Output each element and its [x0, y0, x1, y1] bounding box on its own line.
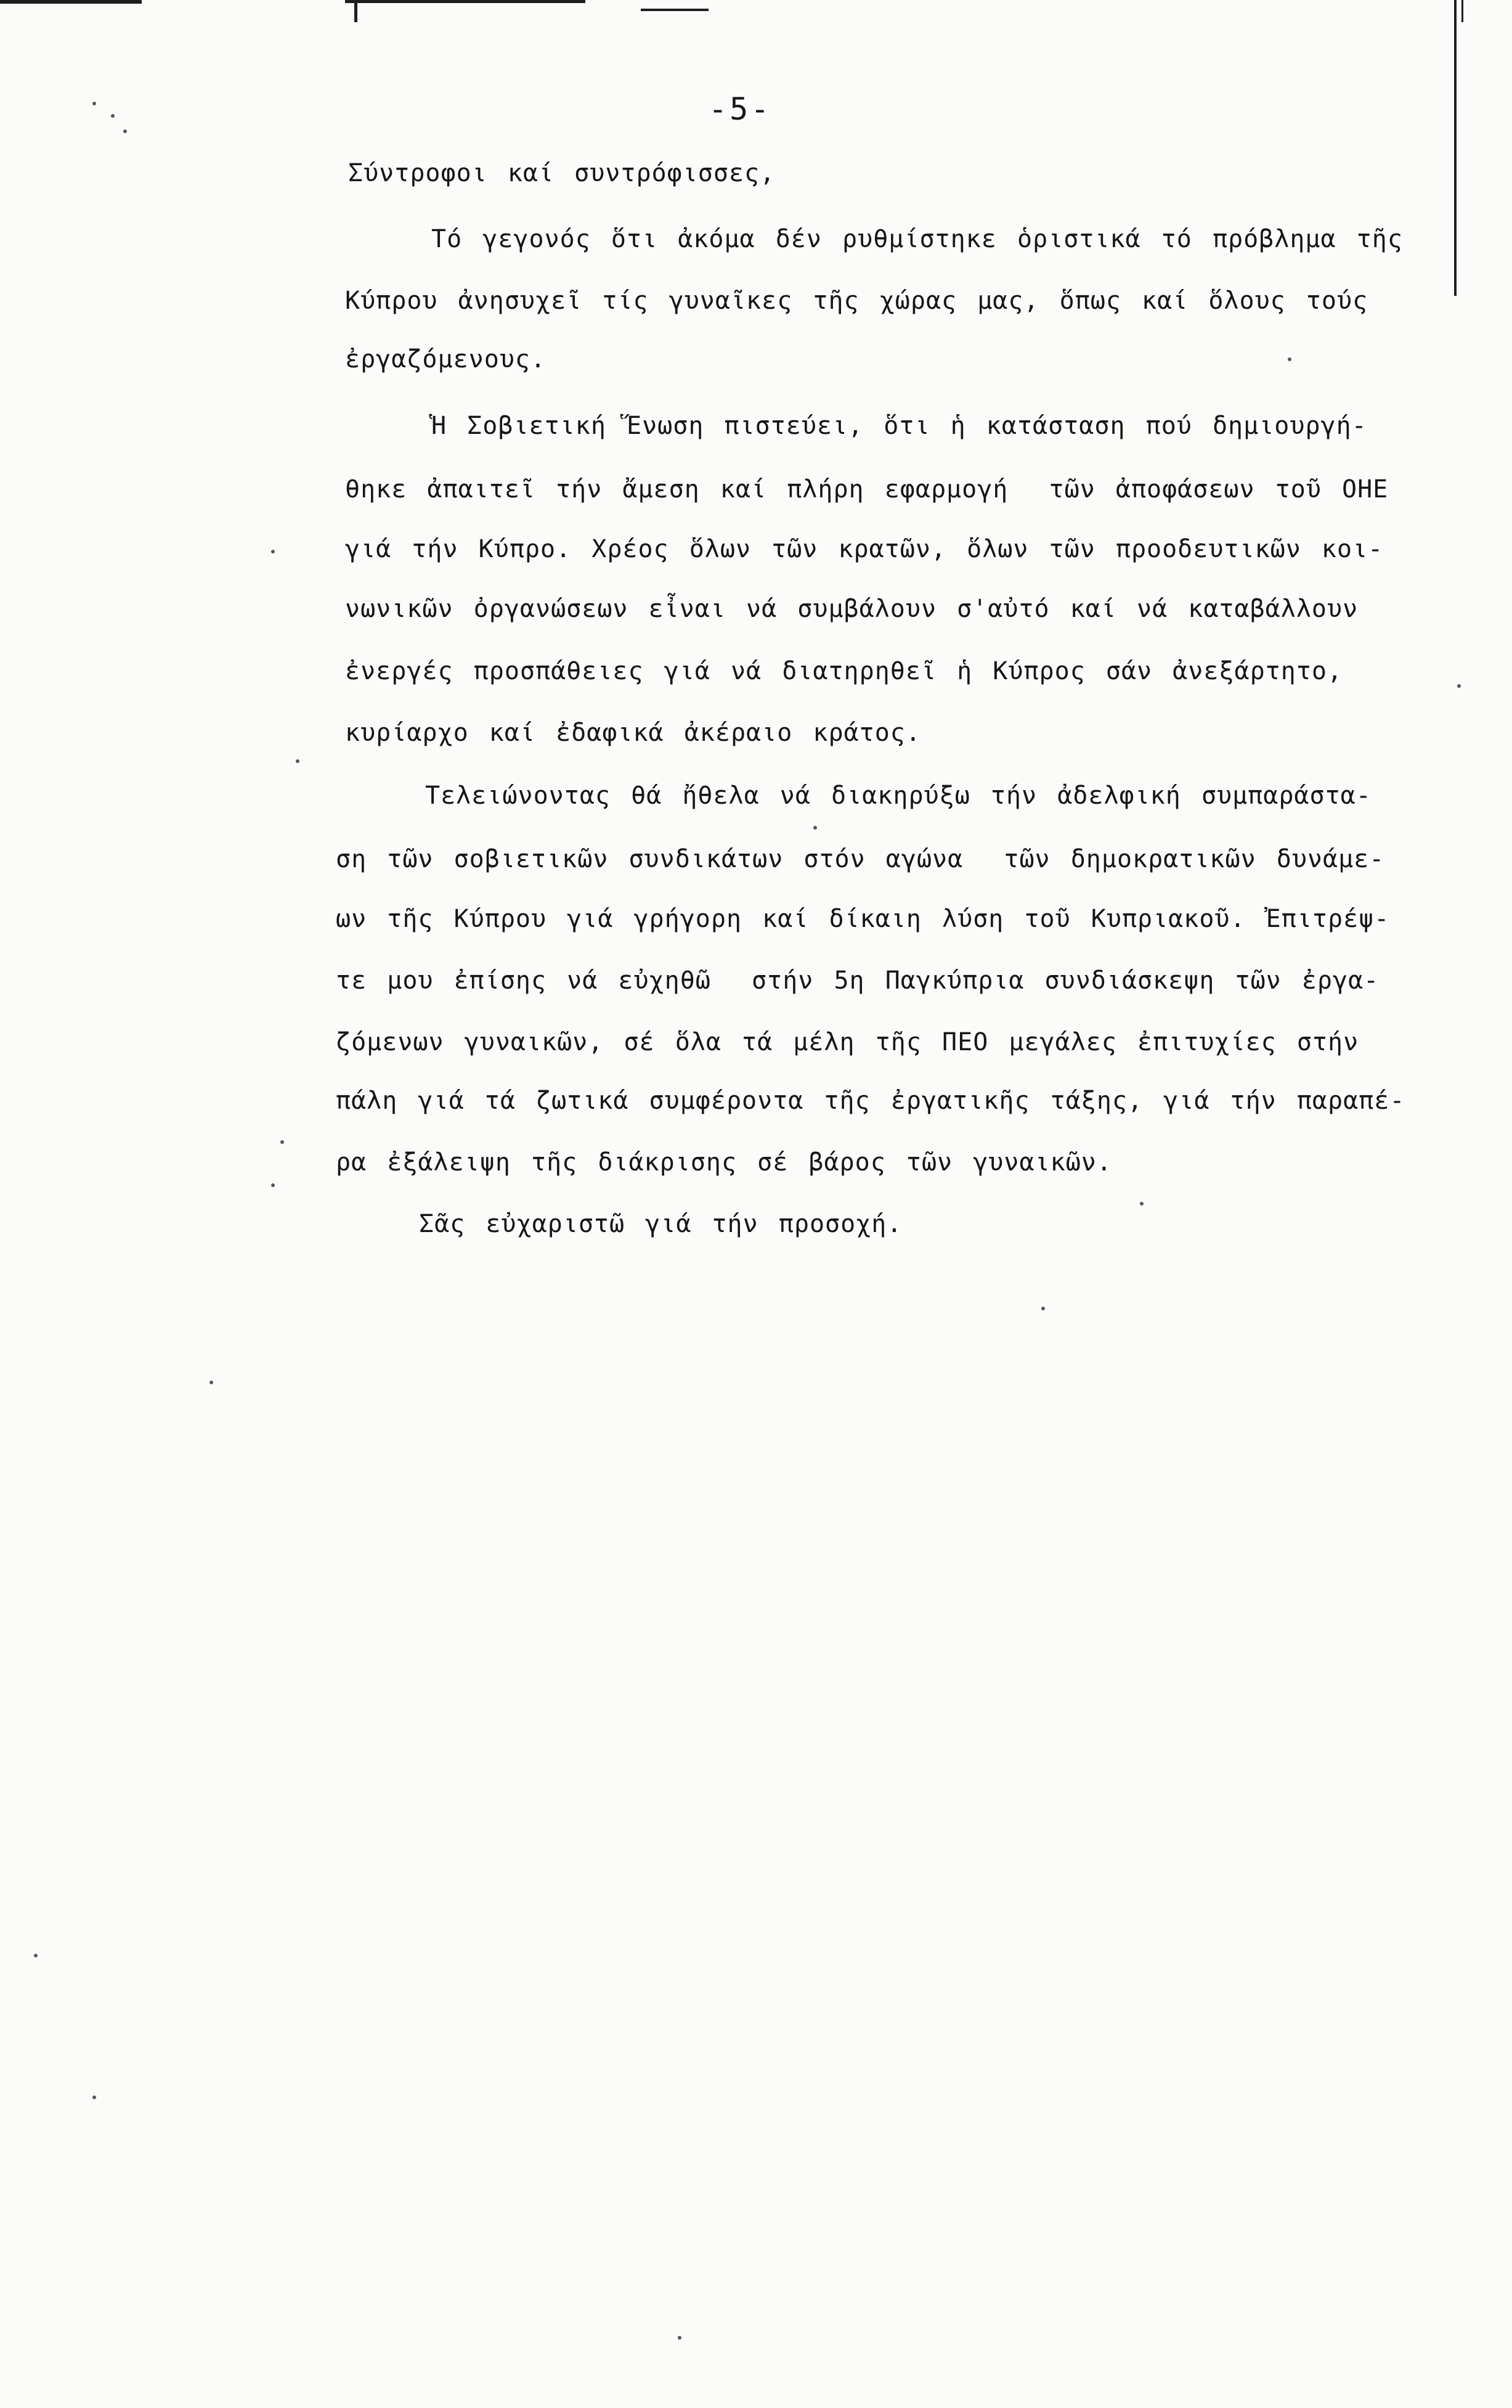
text-line: ζόμενων γυναικῶν, σέ ὅλα τά μέλη τῆς ΠΕΟ μεγάλες ἐπιτυχίες στήν: [336, 1028, 1359, 1056]
text-line: Τελειώνοντας θά ἤθελα νά διακηρύξω τήν ἀδελφική συμπαράστα-: [425, 782, 1372, 810]
scan-mark-top-left: [0, 0, 142, 4]
text-line: ση τῶν σοβιετικῶν συνδικάτων στόν αγώνα τῶν δημοκρατικῶν δυνάμε-: [336, 845, 1385, 873]
speck: [678, 2336, 681, 2340]
page-number: -5-: [709, 91, 772, 127]
text-line: Ἡ Σοβιετική Ἕνωση πιστεύει, ὅτι ἡ κατάσταση πού δημιουργή-: [431, 412, 1367, 440]
text-line: ων τῆς Κύπρου γιά γρήγορη καί δίκαιη λύση τοῦ Κυπριακοῦ. Ἐπιτρέψ-: [336, 905, 1390, 933]
speck: [209, 1381, 213, 1384]
scan-mark-top-right: [641, 9, 709, 11]
speck: [271, 550, 275, 553]
scan-mark-top-left-tick: [354, 0, 357, 22]
scan-mark-top-center: [345, 0, 585, 3]
speck: [813, 826, 817, 830]
speck: [1288, 357, 1291, 361]
speck: [1140, 1202, 1144, 1206]
text-line: ἐνεργές προσπάθειες γιά νά διατηρηθεῖ ἡ Κύπρος σάν ἀνεξάρτητο,: [345, 657, 1343, 685]
speck: [280, 1140, 284, 1144]
scan-mark-right-edge-corner: [1461, 0, 1463, 22]
speck: [111, 114, 115, 118]
text-line: θηκε ἀπαιτεῖ τήν ἄμεση καί πλήρη εφαρμογή τῶν ἀποφάσεων τοῦ ΟΗΕ: [345, 475, 1389, 504]
text-line: Σᾶς εὐχαριστῶ γιά τήν προσοχή.: [419, 1210, 903, 1238]
speck: [123, 129, 127, 133]
scan-mark-right-edge: [1454, 0, 1457, 296]
text-line: γιά τήν Κύπρο. Χρέος ὅλων τῶν κρατῶν, ὅλων τῶν προοδευτικῶν κοι-: [345, 535, 1384, 563]
speck: [271, 1183, 275, 1187]
text-line: ρα ἐξάλειψη τῆς διάκρισης σέ βάρος τῶν γυναικῶν.: [336, 1148, 1112, 1177]
speck: [1457, 684, 1461, 688]
text-line: πάλη γιά τά ζωτικά συμφέροντα τῆς ἐργατικῆς τάξης, γιά τήν παραπέ-: [336, 1087, 1405, 1115]
text-line: τε μου ἐπίσης νά εὐχηθῶ στήν 5η Παγκύπρια συνδιάσκεψη τῶν ἐργα-: [336, 966, 1380, 995]
speck: [34, 1954, 38, 1957]
text-line: κυρίαρχο καί ἐδαφικά ἀκέραιο κράτος.: [345, 719, 921, 747]
speck: [1041, 1307, 1045, 1310]
text-line: νωνικῶν ὀργανώσεων εἶναι νά συμβάλουν σ'αὐτό καί νά καταβάλλουν: [345, 595, 1359, 623]
text-line: Τό γεγονός ὅτι ἀκόμα δέν ρυθμίστηκε ὁριστικά τό πρόβλημα τῆς: [431, 225, 1403, 253]
speck: [92, 2096, 96, 2099]
text-line: Κύπρου ἀνησυχεῖ τίς γυναῖκες τῆς χώρας μας, ὅπως καί ὅλους τούς: [345, 287, 1368, 315]
speck: [92, 102, 96, 105]
text-line: ἐργαζόμενους.: [345, 345, 547, 373]
speck: [296, 759, 299, 763]
text-line: Σύντροφοι καί συντρόφισσες,: [348, 159, 776, 187]
